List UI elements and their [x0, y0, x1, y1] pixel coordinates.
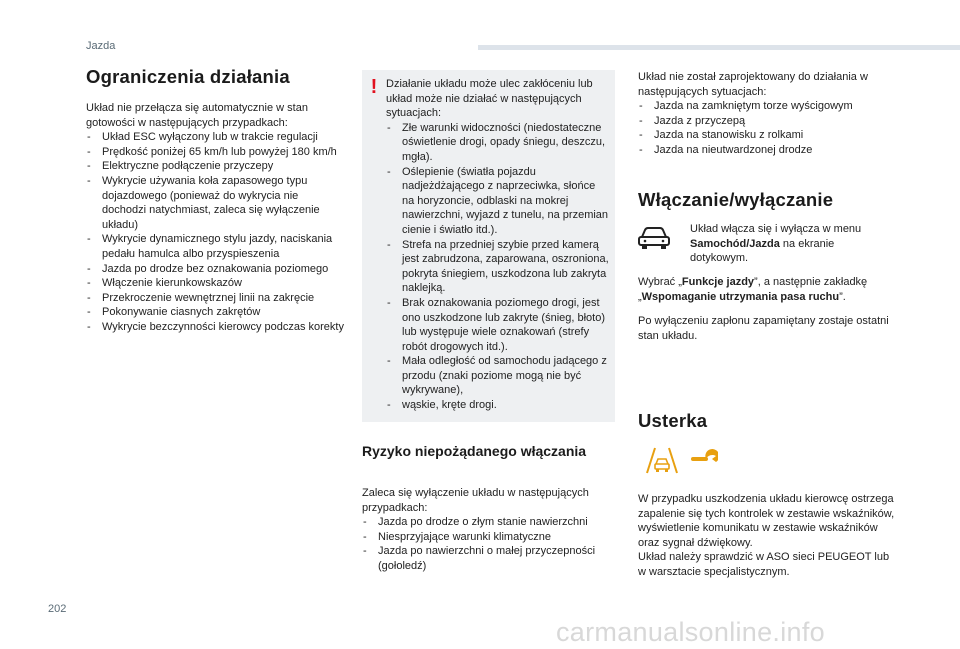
- select-instruction: [638, 275, 900, 304]
- car-icon: [636, 225, 672, 251]
- watermark: carmanualsonline.info: [556, 617, 825, 647]
- page-number: 202: [48, 603, 67, 615]
- risk-intro: Zaleca się wyłączenie układu w następujących przypadkach:: [362, 487, 589, 514]
- onoff-title: Włączanie/wyłączanie: [638, 189, 834, 210]
- header-bar: [478, 45, 960, 50]
- fault-title: Usterka: [638, 410, 708, 431]
- limitations-list: [86, 130, 344, 334]
- list-item: - Pokonywanie ciasnych zakrętów: [86, 305, 344, 320]
- fault-text-2: Układ należy sprawdzić w ASO sieci PEUGEOT lub w warsztacie specjalistycznym.: [638, 551, 890, 578]
- risk-body: [362, 486, 620, 574]
- list-item: - Niesprzyjające warunki klimatyczne: [362, 530, 620, 545]
- select-text-e: ”.: [839, 290, 846, 303]
- list-item: - Jazda po drodze bez oznakowania poziomego: [86, 262, 344, 277]
- select-tab-name: Wspomaganie utrzymania pasa ruchu: [641, 290, 840, 303]
- lane-alert-icon: [644, 445, 680, 475]
- list-item: - Brak oznakowania poziomego drogi, jest ono uszkodzone lub zakryte (śnieg, błoto) lub występuje wiele oznakowań (strefy robót drogowych itd.).: [386, 296, 610, 354]
- list-item: - Przekroczenie wewnętrznej linii na zakręcie: [86, 291, 344, 306]
- list-item: - Złe warunki widoczności (niedostateczne oświetlenie drogi, opady śniegu, deszczu, mgła).: [386, 121, 610, 165]
- list-item: - Jazda na nieutwardzonej drodze: [638, 143, 898, 158]
- fault-body: [638, 492, 900, 580]
- section-label: Jazda: [86, 40, 116, 52]
- col3-intro: Układ nie został zaprojektowany do działania w następujących sytuacjach:: [638, 71, 868, 98]
- risk-list: [362, 515, 620, 573]
- list-item: - Oślepienie (światła pojazdu nadjeżdżającego z naprzeciwka, słońce na horyzoncie, odblaski na mokrej nawierzchni, wyjazd z tunelu, na przemian cienie i światło itd.).: [386, 165, 610, 238]
- wrench-icon: [688, 448, 718, 470]
- limitations-body: [86, 101, 344, 335]
- col3-list: [638, 99, 898, 157]
- onoff-menu-name: Samochód/Jazda: [690, 237, 780, 250]
- list-item: - Jazda po nawierzchni o małej przyczepności (gołoledź): [362, 544, 620, 573]
- select-text-c: ”, a następnie zakładkę „: [638, 276, 868, 303]
- list-item: - wąskie, kręte drogi.: [386, 398, 610, 413]
- list-item: - Elektryczne podłączenie przyczepy: [86, 159, 344, 174]
- list-item: - Wykrycie używania koła zapasowego typu dojazdowego (ponieważ do wykrycia nie dochodzi natychmiast, zaleca się wyłączenie układu): [86, 174, 344, 232]
- risk-title: Ryzyko niepożądanego włączania: [362, 443, 587, 459]
- exclamation-icon: !: [370, 76, 378, 98]
- onoff-text-b: na ekranie dotykowym.: [690, 237, 835, 265]
- select-menu-item: Funkcje jazdy: [681, 276, 755, 288]
- list-item: - Jazda po drodze o złym stanie nawierzchni: [362, 515, 620, 530]
- fault-text: W przypadku uszkodzenia układu kierowcę ostrzega zapalenie się tych kontrolek w zestawie wskaźników, wyświetlenie komunikatu w zestawie wskaźników oraz sygnał dźwiękowy.: [638, 493, 895, 549]
- list-item: - Jazda na stanowisku z rolkami: [638, 128, 898, 143]
- list-item: - Strefa na przedniej szybie przed kamerą jest zabrudzona, zaparowana, oszroniona, pokryta śniegiem, uszkodzona lub zakryta naklejką.: [386, 238, 610, 296]
- list-item: - Włączenie kierunkowskazów: [86, 276, 344, 291]
- memory-note: Po wyłączeniu zapłonu zapamiętany zostaje ostatni stan układu.: [638, 315, 889, 342]
- list-item: - Prędkość poniżej 65 km/h lub powyżej 180 km/h: [86, 145, 344, 160]
- list-item: - Wykrycie dynamicznego stylu jazdy, naciskania pedału hamulca albo przyspieszenia: [86, 232, 344, 261]
- warning-list: [386, 121, 610, 413]
- select-text-a: Wybrać „: [638, 276, 682, 288]
- limitations-intro: Układ nie przełącza się automatycznie w stan gotowości w następujących przypadkach:: [86, 102, 308, 129]
- list-item: - Układ ESC wyłączony lub w trakcie regulacji: [86, 130, 344, 145]
- list-item: - Mała odległość od samochodu jadącego z przodu (znaki poziome mogą nie być wykrywane),: [386, 354, 610, 398]
- list-item: - Jazda z przyczepą: [638, 114, 898, 129]
- warning-text: [386, 77, 610, 413]
- list-item: - Wykrycie bezczynności kierowcy podczas korekty: [86, 320, 344, 335]
- col3-body: [638, 70, 898, 158]
- warning-intro: Działanie układu może ulec zakłóceniu lub układ może nie działać w następujących sytuacjach:: [386, 78, 593, 120]
- limitations-title: Ograniczenia działania: [86, 66, 290, 87]
- onoff-text-a: Układ włącza się i wyłącza w menu: [690, 223, 862, 235]
- onoff-text: [690, 222, 890, 266]
- list-item: - Jazda na zamkniętym torze wyścigowym: [638, 99, 898, 114]
